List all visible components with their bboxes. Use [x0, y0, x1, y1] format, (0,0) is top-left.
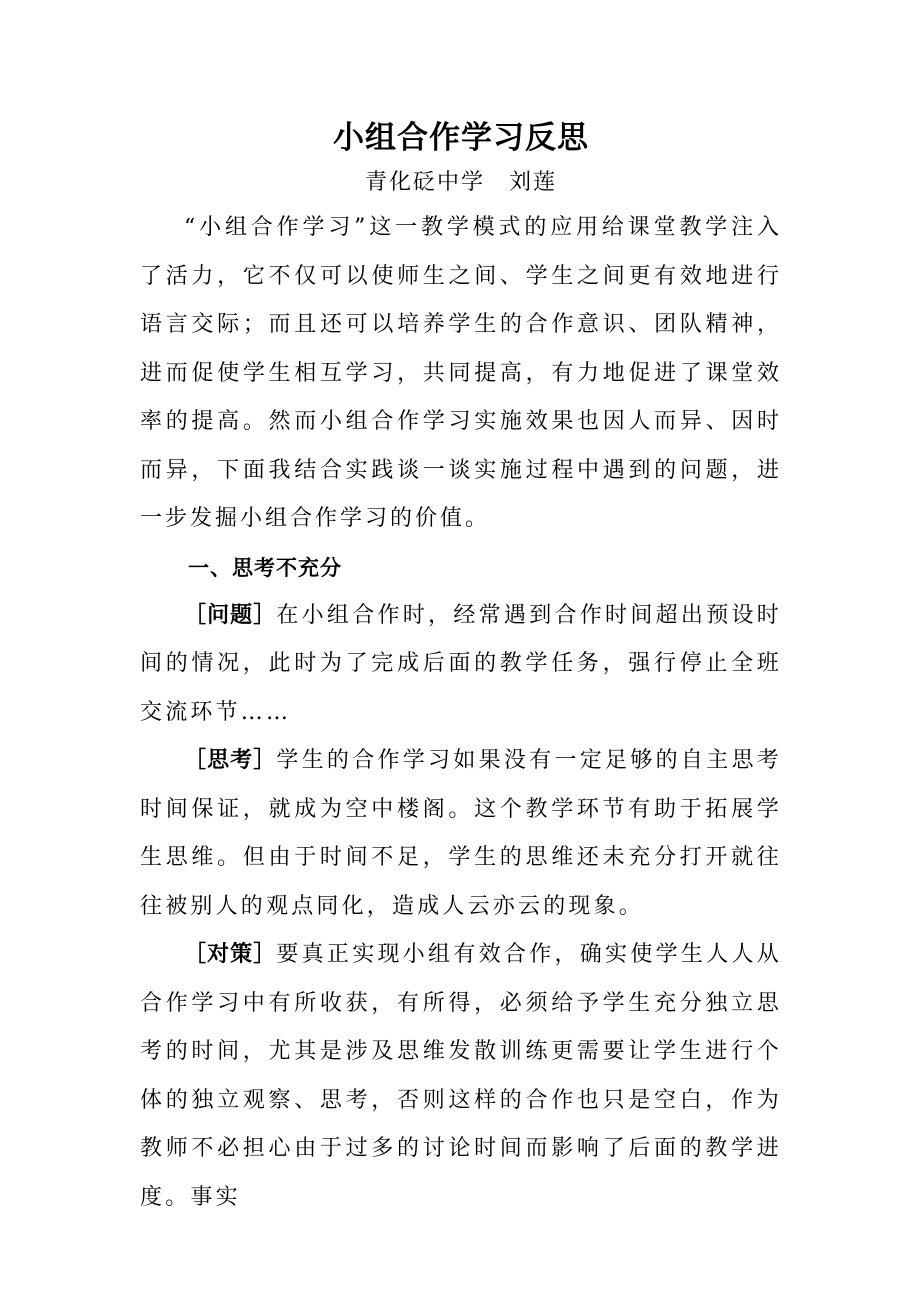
problem-paragraph	[140, 592, 782, 738]
document-page	[140, 112, 782, 1222]
author-name: 刘莲	[509, 170, 558, 195]
strategy-text: 要真正实现小组有效合作，确实使学生人人从合作学习中有所收获，有所得，必须给予学生充分独立思考的时间，尤其是涉及思维发散训练更需要让学生进行个体的独立观察、思考，否则这样的合作也只是空白，作为教师不必担心由于过多的讨论时间而影响了后面的教学进度。事实	[140, 942, 782, 1210]
reflection-tag: ［思考］	[184, 748, 277, 773]
strategy-paragraph	[140, 931, 782, 1222]
section-heading: 一、思考不充分	[188, 555, 342, 580]
intro-paragraph: “小组合作学习”这一教学模式的应用给课堂教学注入了活力，它不仅可以使师生之间、学生之间更有效地进行语言交际；而且还可以培养学生的合作意识、团队精神，进而促使学生相互学习，共同提高，有力地促进了课堂效率的提高。然而小组合作学习实施效果也因人而异、因时而异，下面我结合实践谈一谈实施过程中遇到的问题，进一步发掘小组合作学习的价值。	[140, 215, 782, 531]
strategy-tag: ［对策］	[184, 942, 277, 967]
problem-text: 在小组合作时，经常遇到合作时间超出预设时间的情况，此时为了完成后面的教学任务，强行停止全班交流环节……	[140, 602, 782, 725]
document-title: 小组合作学习反思	[333, 120, 589, 156]
problem-tag: ［问题］	[184, 602, 277, 628]
reflection-text: 学生的合作学习如果没有一定足够的自主思考时间保证，就成为空中楼阁。这个教学环节有助于拓展学生思维。但由于时间不足，学生的思维还未充分打开就往往被别人的观点同化，造成人云亦云的现象。	[140, 748, 782, 919]
section-1	[140, 544, 782, 1223]
reflection-paragraph	[140, 737, 782, 931]
school-name: 青化砭中学	[364, 170, 485, 195]
author-line	[140, 164, 782, 202]
